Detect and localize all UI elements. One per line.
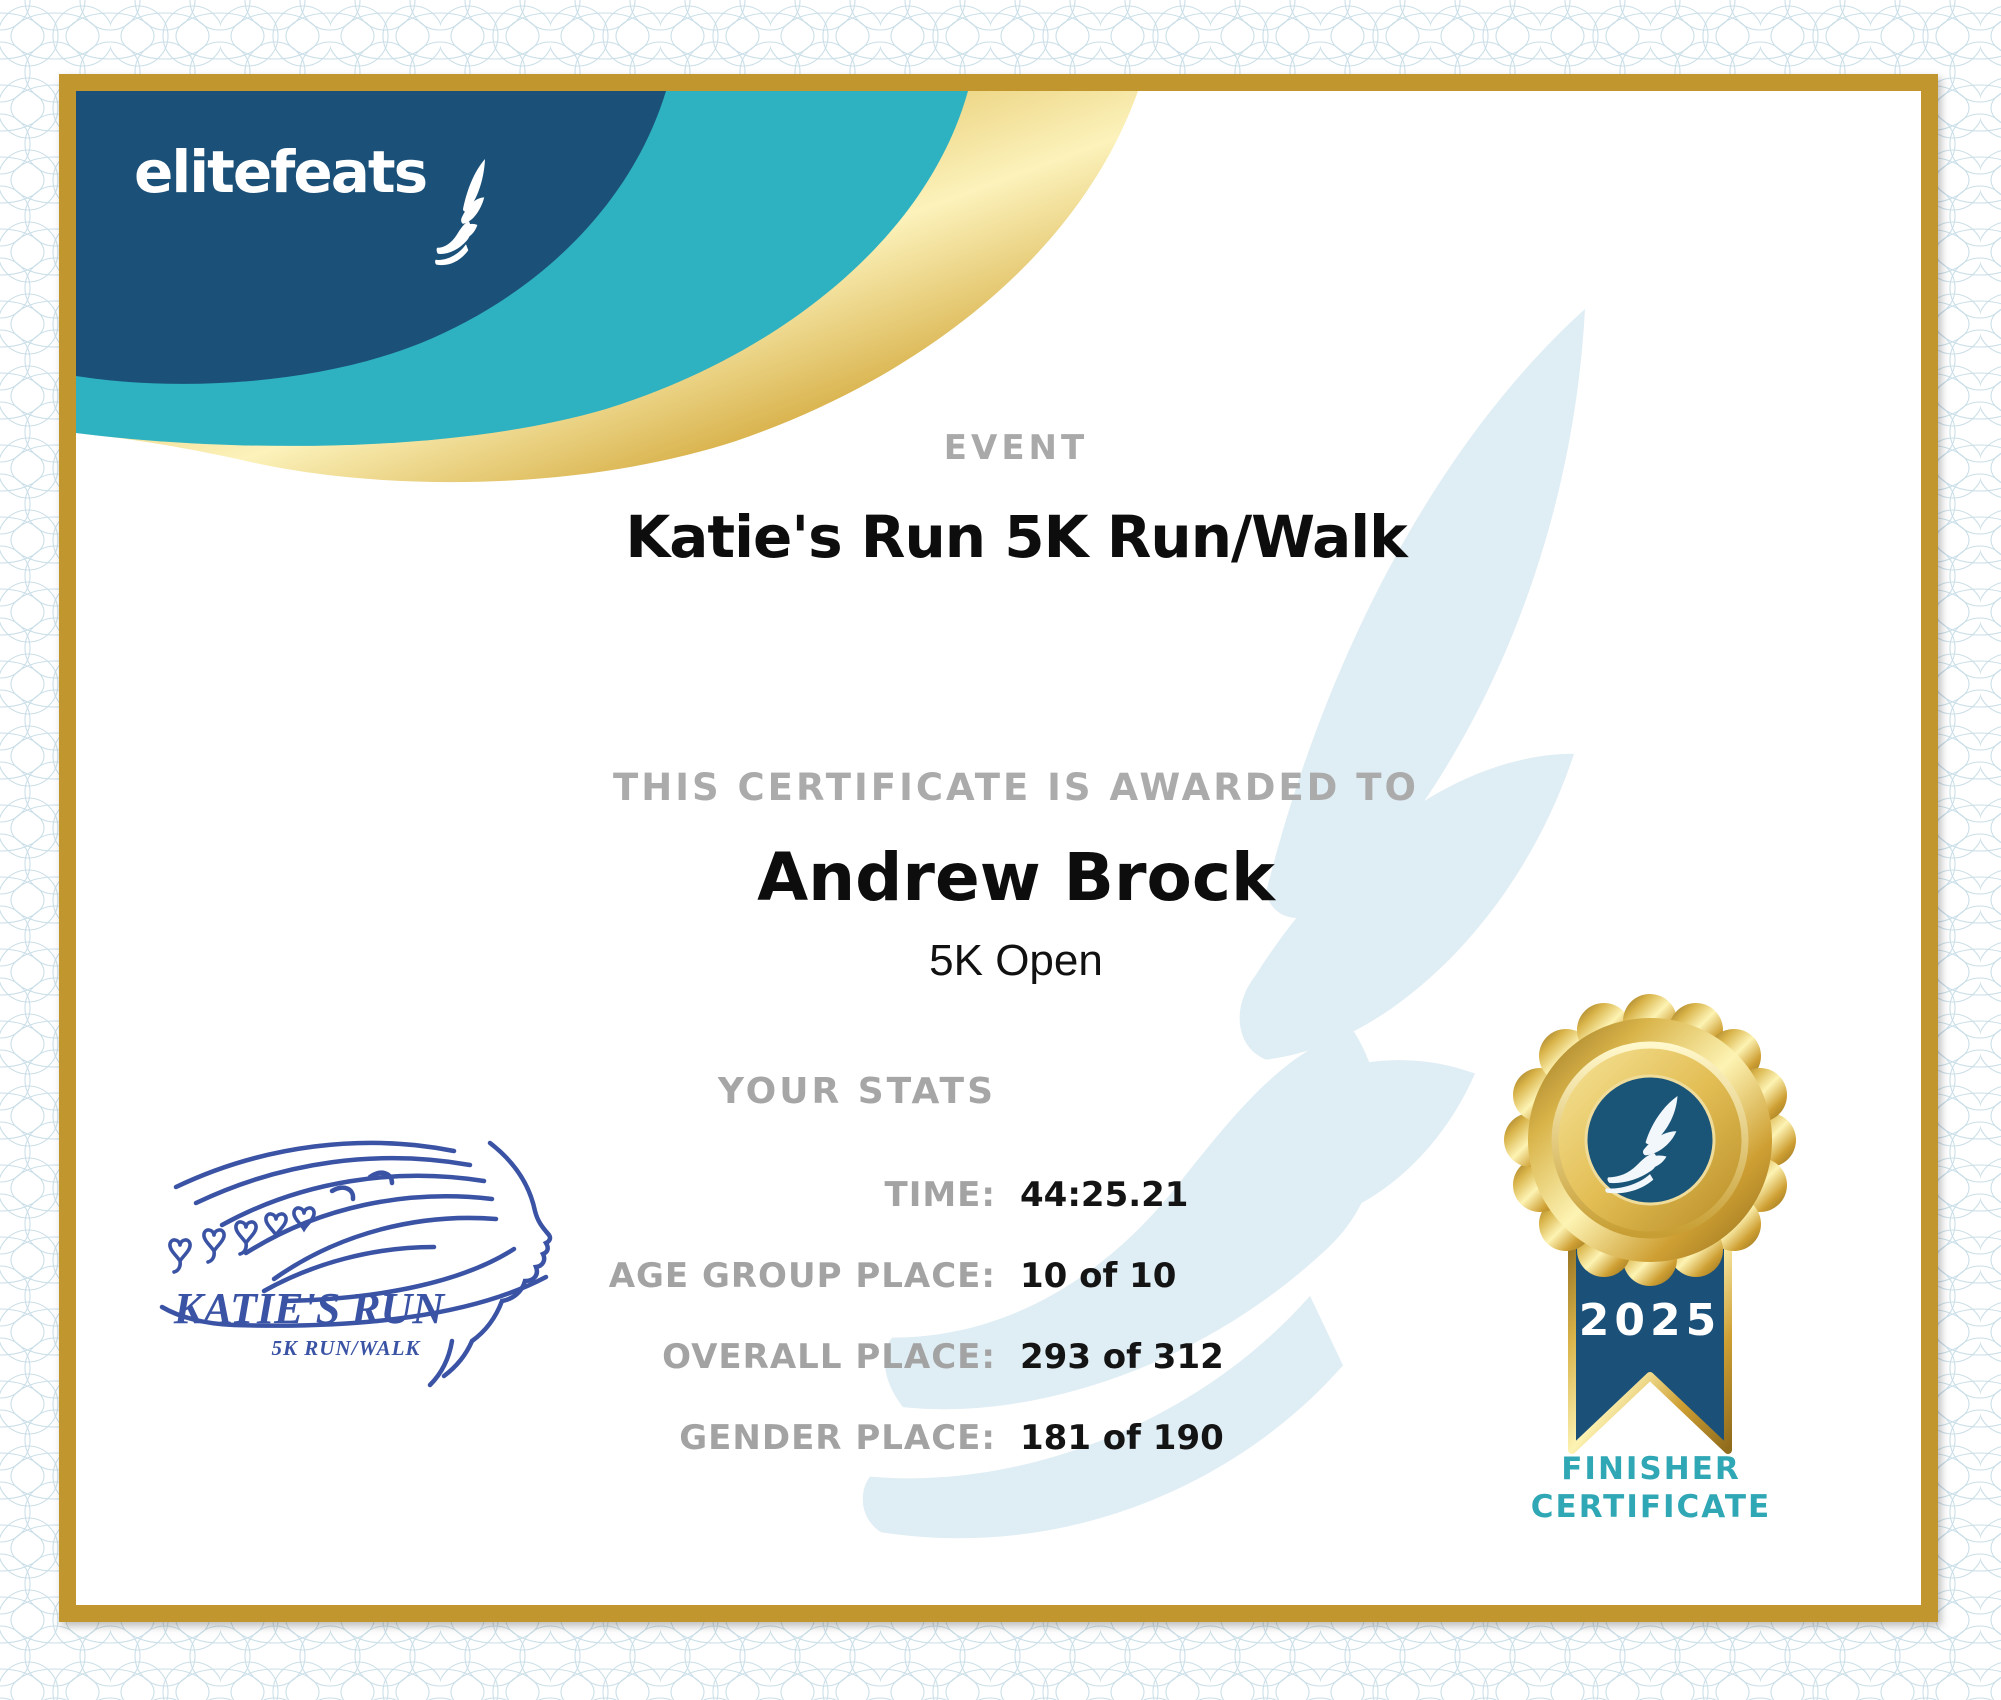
medal-caption-line1: FINISHER	[1561, 1451, 1741, 1487]
brand-name: elitefeats	[134, 138, 427, 206]
stat-value-time: 44:25.21	[1020, 1175, 1189, 1215]
katies-run-event-logo	[134, 1129, 564, 1439]
medal-caption	[1466, 1451, 1836, 1527]
recipient-name: Andrew Brock	[757, 839, 1275, 916]
award-intro: THIS CERTIFICATE IS AWARDED TO	[613, 766, 1419, 809]
certificate-frame	[59, 74, 1938, 1622]
stats-heading: YOUR STATS	[717, 1071, 996, 1112]
katies-run-subtitle: 5K RUN/WALK	[271, 1336, 421, 1360]
stat-label-overall-place: OVERALL PLACE:	[662, 1337, 996, 1377]
medal-year: 2025	[1578, 1295, 1722, 1346]
division-name: 5K Open	[929, 936, 1103, 985]
stat-value-age-group-place: 10 of 10	[1020, 1256, 1177, 1296]
medal-rosette	[1504, 994, 1796, 1286]
stat-value-overall-place: 293 of 312	[1020, 1337, 1224, 1377]
stat-label-gender-place: GENDER PLACE:	[679, 1418, 996, 1458]
medal-caption-line2: CERTIFICATE	[1530, 1488, 1772, 1525]
stat-label-age-group-place: AGE GROUP PLACE:	[608, 1256, 996, 1296]
stat-value-gender-place: 181 of 190	[1020, 1418, 1224, 1458]
brand-logo	[134, 138, 504, 267]
winged-foot-icon	[428, 147, 504, 267]
event-label: EVENT	[943, 428, 1089, 468]
stat-label-time: TIME:	[884, 1175, 996, 1215]
event-title: Katie's Run 5K Run/Walk	[625, 503, 1407, 571]
katies-run-wordmark: KATIE'S RUN	[173, 1284, 445, 1333]
heart-icons	[170, 1208, 314, 1272]
